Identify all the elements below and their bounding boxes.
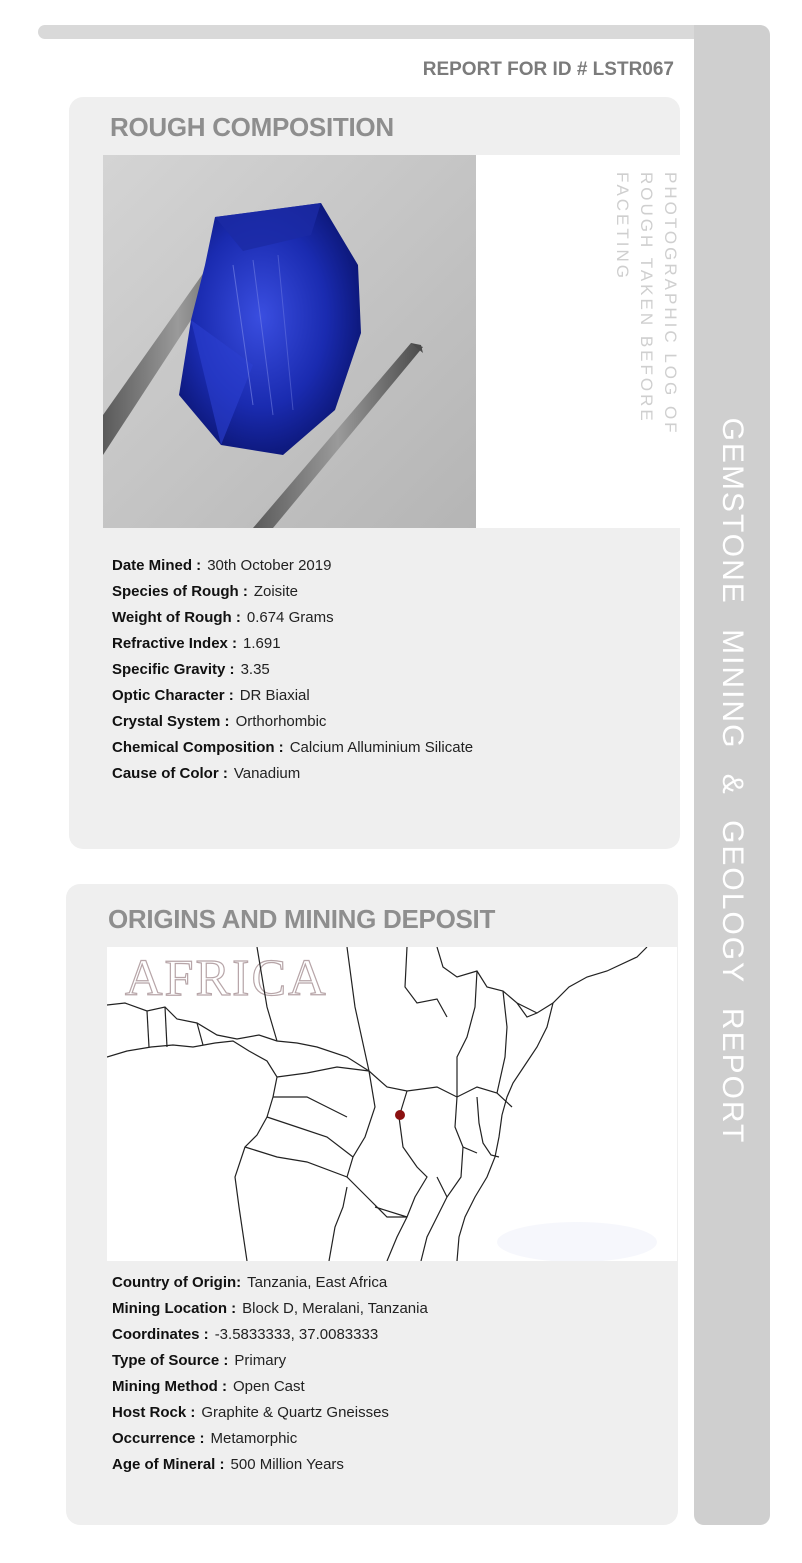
property-value: Vanadium bbox=[233, 765, 301, 782]
map-region-label: AFRICA bbox=[125, 950, 328, 1007]
rough-composition-title: ROUGH COMPOSITION bbox=[110, 112, 394, 142]
property-row bbox=[112, 761, 473, 787]
property-row bbox=[112, 579, 473, 605]
property-label: Mining Method : bbox=[112, 1378, 227, 1395]
photo-log-caption: PHOTOGRAPHIC LOG OF ROUGH TAKEN BEFORE FACETING bbox=[613, 172, 680, 436]
property-label: Occurrence : bbox=[112, 1430, 205, 1447]
property-row bbox=[112, 709, 473, 735]
top-decorative-bar bbox=[38, 25, 738, 39]
property-value: Calcium Alluminium Silicate bbox=[289, 739, 474, 756]
report-id-heading: REPORT FOR ID # LSTR067 bbox=[422, 59, 674, 80]
property-value: Block D, Meralani, Tanzania bbox=[242, 1300, 428, 1317]
origins-title: ORIGINS AND MINING DEPOSIT bbox=[108, 904, 496, 934]
property-label: Host Rock : bbox=[112, 1404, 196, 1421]
property-value: Zoisite bbox=[253, 583, 299, 600]
side-banner-text bbox=[694, 25, 770, 1525]
property-label: Age of Mineral : bbox=[112, 1456, 225, 1473]
origins-properties-list bbox=[112, 1270, 428, 1478]
property-value: Metamorphic bbox=[210, 1430, 298, 1447]
property-row bbox=[112, 605, 473, 631]
property-value: Primary bbox=[234, 1352, 287, 1369]
property-label: Chemical Composition : bbox=[112, 739, 284, 756]
property-label: Coordinates : bbox=[112, 1326, 209, 1343]
property-label: Optic Character : bbox=[112, 687, 234, 704]
property-label: Species of Rough : bbox=[112, 583, 248, 600]
rough-properties-list bbox=[112, 553, 473, 787]
rough-gem-photo bbox=[103, 155, 476, 528]
property-row bbox=[112, 631, 473, 657]
property-value: 30th October 2019 bbox=[207, 557, 332, 574]
property-value: 500 Million Years bbox=[230, 1456, 344, 1473]
property-label: Specific Gravity : bbox=[112, 661, 235, 678]
property-row bbox=[112, 683, 473, 709]
property-value: DR Biaxial bbox=[239, 687, 310, 704]
property-row bbox=[112, 1374, 428, 1400]
property-label: Cause of Color : bbox=[112, 765, 228, 782]
property-value: -3.5833333, 37.0083333 bbox=[214, 1326, 379, 1343]
property-row bbox=[112, 1270, 428, 1296]
property-row bbox=[112, 657, 473, 683]
gem-in-tweezers-image bbox=[103, 155, 476, 528]
side-banner-title: GEMSTONE MINING & GEOLOGY REPORT bbox=[716, 417, 749, 1145]
property-row bbox=[112, 1322, 428, 1348]
africa-map bbox=[107, 947, 677, 1261]
africa-map-image bbox=[107, 947, 677, 1261]
property-row bbox=[112, 1426, 428, 1452]
property-value: 0.674 Grams bbox=[246, 609, 334, 626]
property-label: Type of Source : bbox=[112, 1352, 229, 1369]
property-label: Weight of Rough : bbox=[112, 609, 241, 626]
property-label: Country of Origin: bbox=[112, 1274, 242, 1291]
property-label: Refractive Index : bbox=[112, 635, 238, 652]
property-value: 1.691 bbox=[243, 635, 281, 652]
property-value: Open Cast bbox=[232, 1378, 305, 1395]
mine-location-marker bbox=[395, 1110, 405, 1120]
property-value: Graphite & Quartz Gneisses bbox=[201, 1404, 389, 1421]
property-row bbox=[112, 735, 473, 761]
property-row bbox=[112, 553, 473, 579]
property-row bbox=[112, 1400, 428, 1426]
property-row bbox=[112, 1348, 428, 1374]
property-label: Date Mined : bbox=[112, 557, 202, 574]
property-label: Crystal System : bbox=[112, 713, 230, 730]
property-value: Orthorhombic bbox=[235, 713, 327, 730]
property-row bbox=[112, 1296, 428, 1322]
property-value: 3.35 bbox=[240, 661, 270, 678]
property-row bbox=[112, 1452, 428, 1478]
property-value: Tanzania, East Africa bbox=[247, 1274, 388, 1291]
property-label: Mining Location : bbox=[112, 1300, 237, 1317]
